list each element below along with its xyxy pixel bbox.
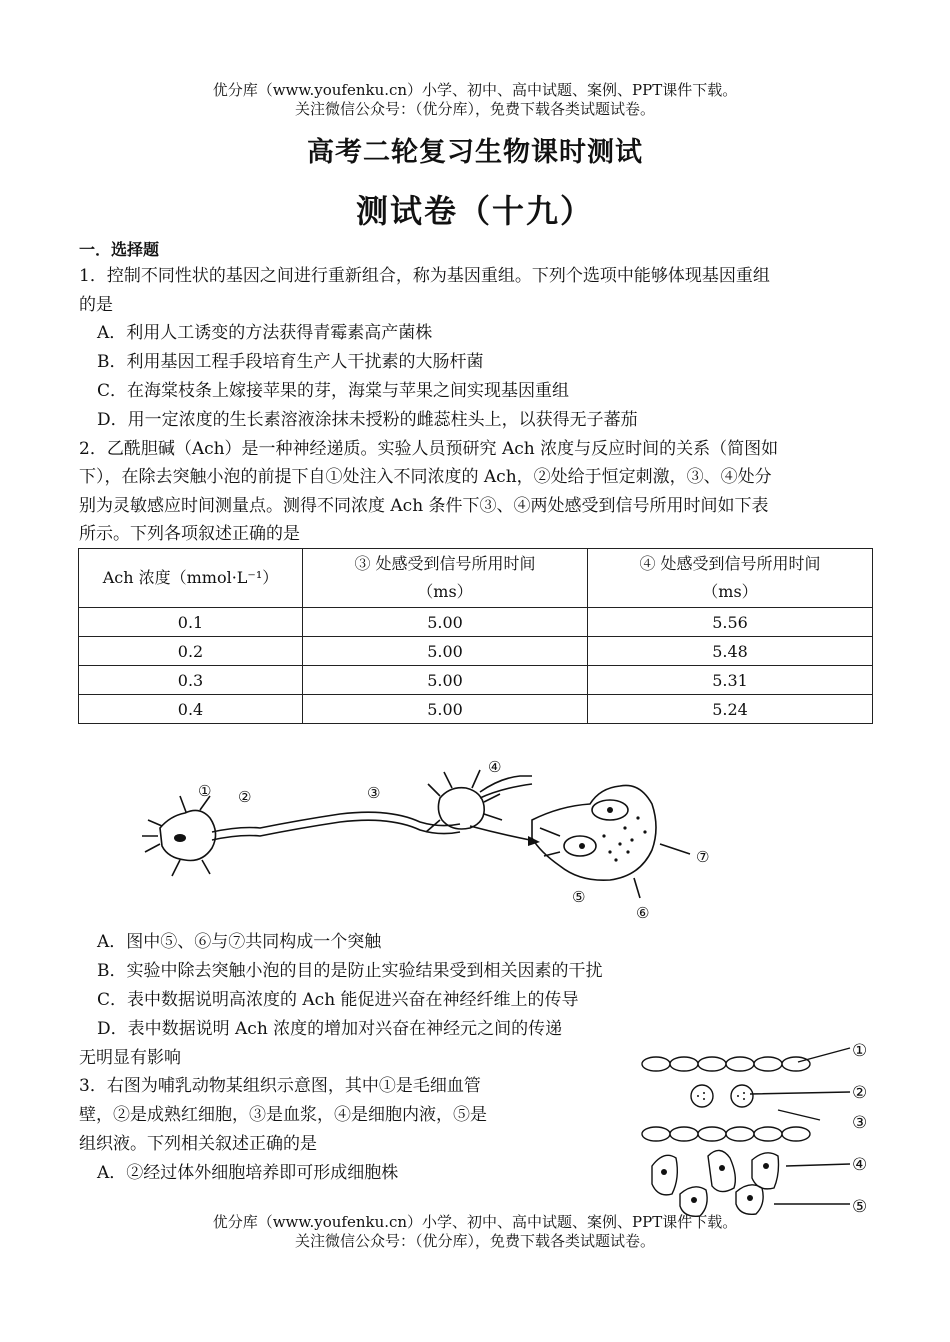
fig-label-5: ⑤ xyxy=(572,888,586,906)
q1-stem-line2: 的是 xyxy=(79,295,113,315)
q1-option-c: C．在海棠枝条上嫁接苹果的芽，海棠与苹果之间实现基因重组 xyxy=(97,381,570,401)
table-header-row xyxy=(79,549,873,608)
tissue-label-1: ① xyxy=(852,1041,868,1061)
page-subtitle: 测试卷（十九） xyxy=(355,192,594,230)
q1-option-d: D．用一定浓度的生长素溶液涂抹未授粉的雌蕊柱头上，以获得无子蕃茄 xyxy=(97,410,638,430)
table-cell: 5.48 xyxy=(588,637,873,666)
q3-stem-line2: 壁，②是成熟红细胞，③是血浆，④是细胞内液，⑤是 xyxy=(79,1105,487,1125)
table-cell: 0.3 xyxy=(79,666,303,695)
fig-label-6: ⑥ xyxy=(636,904,650,922)
table-cell: 5.56 xyxy=(588,608,873,637)
table-cell: 5.00 xyxy=(303,666,588,695)
fig-label-7: ⑦ xyxy=(696,848,710,866)
table-cell: 5.00 xyxy=(303,695,588,724)
q2-option-d-line2: 无明显有影响 xyxy=(79,1048,181,1068)
table-cell: 5.31 xyxy=(588,666,873,695)
table-row xyxy=(79,666,873,695)
section-heading: 一．选择题 xyxy=(79,240,160,259)
table-cell: 0.1 xyxy=(79,608,303,637)
q2-stem-line4: 所示。下列各项叙述正确的是 xyxy=(79,524,300,544)
tissue-diagram xyxy=(638,1038,878,1228)
q2-option-d-line1: D．表中数据说明 Ach 浓度的增加对兴奋在神经元之间的传递 xyxy=(97,1019,563,1039)
table-cell: 5.24 xyxy=(588,695,873,724)
fig-label-3: ③ xyxy=(367,784,381,802)
q2-option-b: B．实验中除去突触小泡的目的是防止实验结果受到相关因素的干扰 xyxy=(97,961,603,981)
table-cell: 0.4 xyxy=(79,695,303,724)
fig-label-1: ① xyxy=(198,782,212,800)
tissue-label-4: ④ xyxy=(852,1155,868,1175)
q2-stem-line3: 别为灵敏感应时间测量点。测得不同浓度 Ach 条件下③、④两处感受到信号所用时间如下表 xyxy=(79,496,769,516)
site-footer-line1: 优分库（www.youfenku.cn）小学、初中、高中试题、案例、PPT课件下载。 xyxy=(212,1213,738,1231)
q2-option-c: C．表中数据说明高浓度的 Ach 能促进兴奋在神经纤维上的传导 xyxy=(97,990,579,1010)
q1-option-a: A．利用人工诱变的方法获得青霉素高产菌株 xyxy=(97,323,433,343)
q2-option-a: A．图中⑤、⑥与⑦共同构成一个突触 xyxy=(97,932,382,952)
page-title: 高考二轮复习生物课时测试 xyxy=(307,137,643,168)
fig-label-4: ④ xyxy=(488,758,502,776)
table-cell: 5.00 xyxy=(303,608,588,637)
q2-stem-line1: 2．乙酰胆碱（Ach）是一种神经递质。实验人员预研究 Ach 浓度与反应时间的关系（简图如 xyxy=(79,439,779,459)
q1-stem-line1: 1．控制不同性状的基因之间进行重新组合，称为基因重组。下列个选项中能够体现基因重组 xyxy=(79,266,770,286)
site-header-line2: 关注微信公众号：（优分库），免费下载各类试题试卷。 xyxy=(294,100,655,118)
table-header-cell: Ach 浓度（mmol·L⁻¹） xyxy=(79,549,303,608)
table-cell: 0.2 xyxy=(79,637,303,666)
table-cell: 5.00 xyxy=(303,637,588,666)
tissue-label-3: ③ xyxy=(852,1113,868,1133)
tissue-label-5: ⑤ xyxy=(852,1197,868,1217)
table-header-cell: ④ 处感受到信号所用时间 （ms） xyxy=(588,549,873,608)
q3-stem-line3: 组织液。下列相关叙述正确的是 xyxy=(79,1134,317,1154)
table-row xyxy=(79,695,873,724)
ach-data-table xyxy=(78,548,873,724)
q2-stem-line2: 下），在除去突触小泡的前提下自①处注入不同浓度的 Ach，②处给于恒定刺激，③、④处分 xyxy=(79,467,772,487)
q1-option-b: B．利用基因工程手段培育生产人干扰素的大肠杆菌 xyxy=(97,352,484,372)
tissue-label-2: ② xyxy=(852,1083,868,1103)
neuron-diagram xyxy=(140,748,730,930)
q3-stem-line1: 3．右图为哺乳动物某组织示意图，其中①是毛细血管 xyxy=(79,1076,481,1096)
site-footer-line2: 关注微信公众号：（优分库），免费下载各类试题试卷。 xyxy=(294,1232,655,1250)
fig-label-2: ② xyxy=(238,788,252,806)
table-header-cell: ③ 处感受到信号所用时间 （ms） xyxy=(303,549,588,608)
table-row xyxy=(79,637,873,666)
site-header-line1: 优分库（www.youfenku.cn）小学、初中、高中试题、案例、PPT课件下载。 xyxy=(212,81,738,99)
table-row xyxy=(79,608,873,637)
q3-option-a: A．②经过体外细胞培养即可形成细胞株 xyxy=(97,1163,399,1183)
